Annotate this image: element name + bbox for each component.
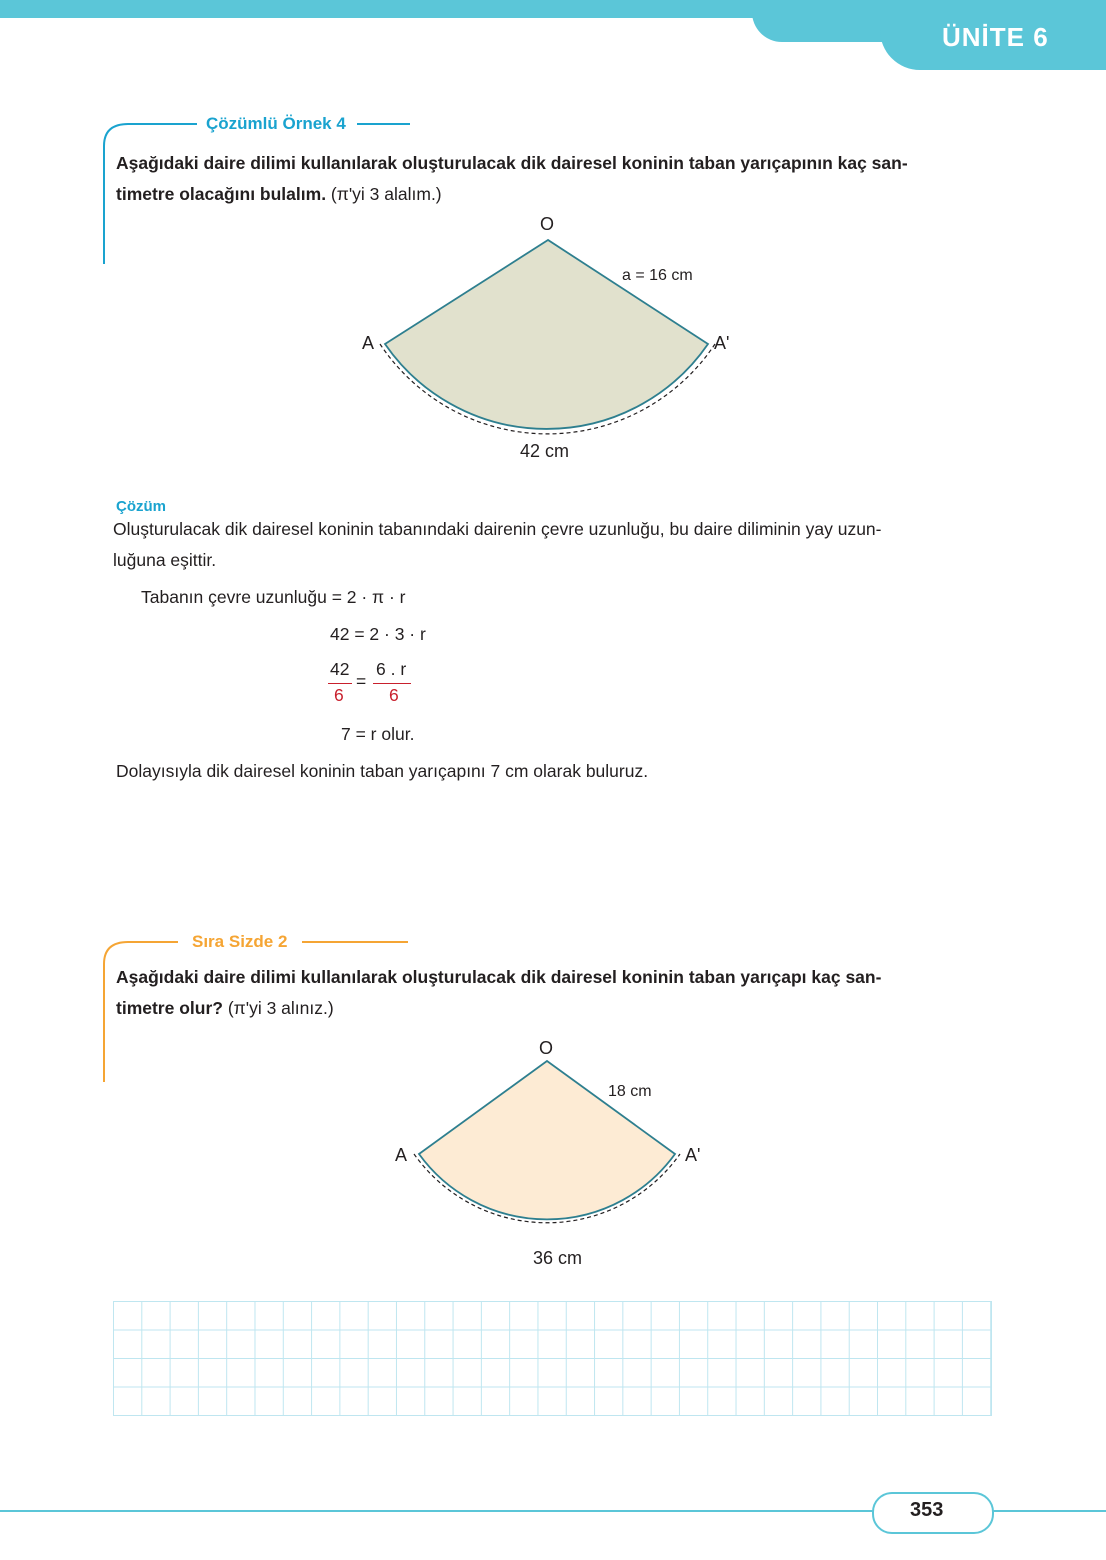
example-question-note: (π'yi 3 alalım.)	[326, 184, 442, 204]
fig1-radius-label: a = 16 cm	[622, 267, 693, 284]
fig1-label-a: A	[362, 333, 375, 353]
equation-2: 42 = 2 · 3 · r	[330, 624, 426, 644]
equation-1: Tabanın çevre uzunluğu = 2 · π · r	[141, 587, 406, 607]
fraction-equals: =	[356, 671, 367, 691]
fig2-label-a-prime: A'	[685, 1145, 701, 1165]
solution-line1: Oluşturulacak dik dairesel koninin tabanındaki dairenin çevre uzunluğu, bu daire diliminin yay uzun-	[113, 519, 882, 539]
fig1-label-o: O	[540, 214, 555, 234]
fig2-label-o: O	[539, 1038, 554, 1058]
solution-title: Çözüm	[116, 498, 166, 515]
solution-line2: luğuna eşittir.	[113, 550, 217, 570]
footer-line-left	[0, 1510, 880, 1512]
page-number: 353	[910, 1499, 944, 1521]
solution-conclusion: Dolayısıyla dik dairesel koninin taban yarıçapını 7 cm olarak buluruz.	[116, 761, 649, 781]
fig1-arc-label: 42 cm	[520, 441, 570, 461]
equation-4: 7 = r olur.	[341, 724, 415, 744]
exercise-question	[116, 962, 996, 1024]
footer-line-right	[990, 1510, 1106, 1512]
unit-title: ÜNİTE 6	[942, 22, 1049, 52]
fig1-label-a-prime: A'	[714, 333, 730, 353]
sector-figure-1	[350, 210, 770, 470]
solution-text	[113, 514, 1003, 576]
exercise-question-note: (π'yi 3 alınız.)	[222, 998, 334, 1018]
example-question-line1: Aşağıdaki daire dilimi kullanılarak oluşturulacak dik dairesel koninin taban yarıçapının kaç san-	[116, 153, 908, 173]
example-title: Çözümlü Örnek 4	[206, 114, 346, 133]
fraction-right-den: 6	[389, 685, 399, 705]
exercise-question-line1: Aşağıdaki daire dilimi kullanılarak oluşturulacak dik dairesel koninin taban yarıçapı kaç san-	[116, 967, 882, 987]
fig2-label-a: A	[395, 1145, 408, 1165]
fraction-left-den: 6	[334, 685, 344, 705]
exercise-title: Sıra Sizde 2	[192, 932, 288, 951]
answer-grid[interactable]	[113, 1301, 992, 1416]
fraction-right-num: 6 . r	[376, 659, 407, 679]
fraction-left-num: 42	[330, 659, 350, 679]
fig2-radius-label: 18 cm	[608, 1083, 652, 1100]
sector-figure-2	[380, 1040, 720, 1260]
example-question-line2: timetre olacağını bulalım.	[116, 184, 327, 204]
exercise-question-line2: timetre olur?	[116, 998, 223, 1018]
fig2-arc-label: 36 cm	[533, 1248, 583, 1268]
example-question	[116, 148, 996, 210]
